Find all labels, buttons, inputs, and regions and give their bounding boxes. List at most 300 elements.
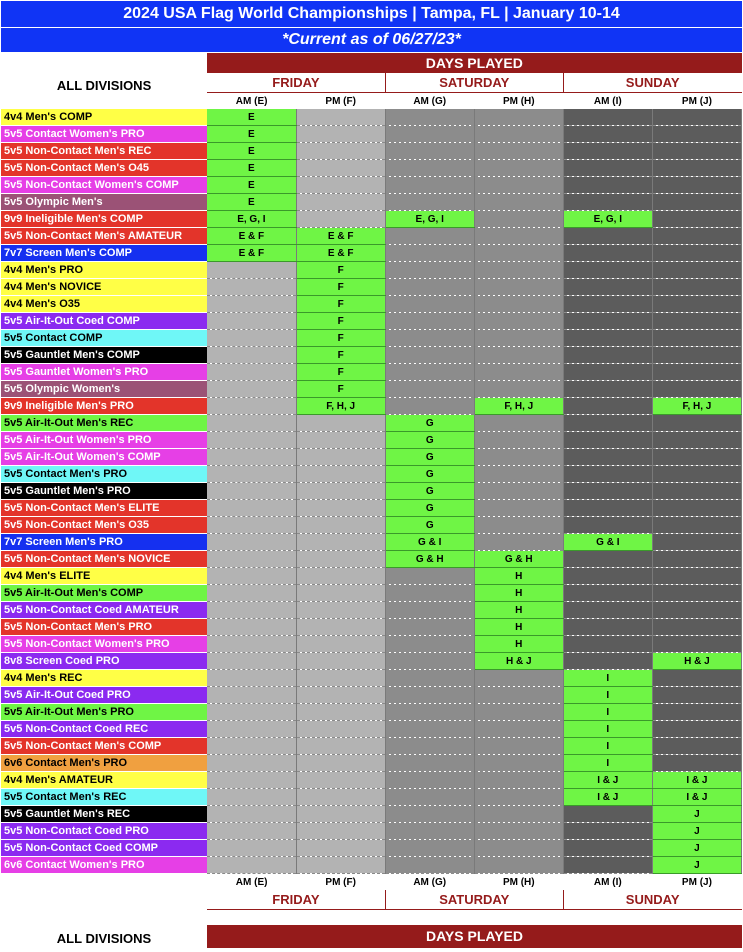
slot-cell xyxy=(652,126,741,143)
schedule-sheet xyxy=(1,1,742,950)
slot-cell xyxy=(563,296,652,313)
slot-footer: PM (J) xyxy=(652,874,741,891)
division-name: 5v5 Olympic Men's xyxy=(1,194,207,211)
division-name: 4v4 Men's REC xyxy=(1,670,207,687)
slot-cell xyxy=(385,381,474,398)
slot-cell xyxy=(207,755,296,772)
slot-cell xyxy=(563,602,652,619)
table-row xyxy=(1,721,742,738)
slot-cell xyxy=(474,466,563,483)
table-row xyxy=(1,194,742,211)
slot-cell xyxy=(474,755,563,772)
slot-cell: J xyxy=(652,823,741,840)
slot-header-row xyxy=(1,93,742,110)
slot-cell xyxy=(563,806,652,823)
slot-cell xyxy=(207,653,296,670)
division-name: 4v4 Men's AMATEUR xyxy=(1,772,207,789)
slot-cell xyxy=(385,772,474,789)
slot-cell xyxy=(474,347,563,364)
slot-header: PM (F) xyxy=(296,93,385,110)
slot-cell xyxy=(207,432,296,449)
all-divisions-header: ALL DIVISIONS xyxy=(1,53,207,93)
division-name: 5v5 Contact Men's PRO xyxy=(1,466,207,483)
slot-cell xyxy=(652,347,741,364)
slot-cell xyxy=(474,721,563,738)
table-row xyxy=(1,857,742,874)
slot-cell xyxy=(207,279,296,296)
slot-cell xyxy=(563,398,652,415)
slot-cell xyxy=(652,415,741,432)
slot-cell xyxy=(385,619,474,636)
division-name: 4v4 Men's COMP xyxy=(1,109,207,126)
table-row xyxy=(1,296,742,313)
division-name: 9v9 Ineligible Men's PRO xyxy=(1,398,207,415)
slot-cell xyxy=(474,279,563,296)
slot-cell xyxy=(563,228,652,245)
table-row xyxy=(1,636,742,653)
slot-cell xyxy=(385,568,474,585)
slot-cell xyxy=(563,823,652,840)
slot-cell xyxy=(207,721,296,738)
slot-cell: E xyxy=(207,126,296,143)
division-name: 5v5 Non-Contact Women's COMP xyxy=(1,177,207,194)
slot-cell: J xyxy=(652,840,741,857)
division-name: 5v5 Non-Contact Men's NOVICE xyxy=(1,551,207,568)
division-name: 4v4 Men's O35 xyxy=(1,296,207,313)
table-row xyxy=(1,279,742,296)
slot-cell xyxy=(207,619,296,636)
slot-cell: F, H, J xyxy=(474,398,563,415)
division-name: 5v5 Air-It-Out Women's PRO xyxy=(1,432,207,449)
slot-cell xyxy=(385,755,474,772)
slot-cell xyxy=(207,806,296,823)
slot-cell xyxy=(207,568,296,585)
division-name: 5v5 Gauntlet Men's PRO xyxy=(1,483,207,500)
table-row xyxy=(1,330,742,347)
slot-footer-row xyxy=(1,874,742,891)
division-name: 5v5 Contact COMP xyxy=(1,330,207,347)
slot-cell: G xyxy=(385,432,474,449)
slot-cell xyxy=(474,806,563,823)
slot-cell xyxy=(474,126,563,143)
slot-cell: F, H, J xyxy=(652,398,741,415)
slot-cell xyxy=(207,823,296,840)
slot-cell xyxy=(385,109,474,126)
slot-cell xyxy=(474,449,563,466)
slot-cell xyxy=(207,381,296,398)
table-row xyxy=(1,381,742,398)
slot-cell xyxy=(652,228,741,245)
slot-cell xyxy=(563,194,652,211)
division-name: 8v8 Screen Coed PRO xyxy=(1,653,207,670)
slot-cell xyxy=(296,109,385,126)
slot-cell xyxy=(652,245,741,262)
slot-cell: H xyxy=(474,636,563,653)
slot-cell xyxy=(652,483,741,500)
table-row xyxy=(1,262,742,279)
table-row xyxy=(1,398,742,415)
slot-cell xyxy=(385,857,474,874)
slot-cell xyxy=(385,228,474,245)
slot-cell xyxy=(385,806,474,823)
division-name: 5v5 Gauntlet Men's REC xyxy=(1,806,207,823)
slot-cell xyxy=(652,585,741,602)
slot-cell xyxy=(652,738,741,755)
slot-cell xyxy=(385,823,474,840)
slot-footer: AM (E) xyxy=(207,874,296,891)
division-name: 5v5 Non-Contact Coed REC xyxy=(1,721,207,738)
slot-cell xyxy=(652,381,741,398)
all-divisions-footer: ALL DIVISIONS xyxy=(56,931,152,946)
slot-cell xyxy=(385,194,474,211)
slot-cell: I xyxy=(563,755,652,772)
slot-cell xyxy=(385,670,474,687)
table-row xyxy=(1,449,742,466)
slot-cell xyxy=(296,670,385,687)
division-name: 5v5 Gauntlet Women's PRO xyxy=(1,364,207,381)
slot-cell xyxy=(563,653,652,670)
division-name: 5v5 Contact Men's REC xyxy=(1,789,207,806)
slot-cell xyxy=(474,738,563,755)
slot-cell xyxy=(296,483,385,500)
slot-cell xyxy=(474,228,563,245)
slot-cell: F xyxy=(296,347,385,364)
slot-cell xyxy=(652,534,741,551)
slot-cell xyxy=(385,721,474,738)
slot-cell xyxy=(296,126,385,143)
slot-cell xyxy=(652,500,741,517)
slot-cell xyxy=(474,789,563,806)
slot-cell xyxy=(652,296,741,313)
division-name: 5v5 Non-Contact Men's PRO xyxy=(1,619,207,636)
slot-cell xyxy=(296,143,385,160)
slot-cell xyxy=(652,143,741,160)
slot-cell xyxy=(563,262,652,279)
slot-cell: G xyxy=(385,415,474,432)
slot-cell xyxy=(296,568,385,585)
slot-cell xyxy=(652,449,741,466)
slot-cell: H & J xyxy=(474,653,563,670)
slot-cell: F xyxy=(296,313,385,330)
slot-cell xyxy=(563,279,652,296)
division-name: 5v5 Non-Contact Men's ELITE xyxy=(1,500,207,517)
slot-cell xyxy=(474,143,563,160)
division-name: 6v6 Contact Women's PRO xyxy=(1,857,207,874)
slot-cell xyxy=(474,772,563,789)
slot-cell xyxy=(563,517,652,534)
slot-cell: J xyxy=(652,806,741,823)
page-title: 2024 USA Flag World Championships | Tampa, FL | January 10-14 xyxy=(1,1,742,27)
slot-cell xyxy=(296,755,385,772)
slot-cell xyxy=(563,109,652,126)
slot-cell: I xyxy=(563,704,652,721)
table-row xyxy=(1,585,742,602)
slot-cell xyxy=(652,619,741,636)
slot-cell: I & J xyxy=(563,772,652,789)
table-row xyxy=(1,466,742,483)
table-row xyxy=(1,534,742,551)
division-name: 4v4 Men's NOVICE xyxy=(1,279,207,296)
slot-cell xyxy=(296,857,385,874)
division-name: 5v5 Air-It-Out Women's COMP xyxy=(1,449,207,466)
day-footer-friday: FRIDAY xyxy=(207,890,385,910)
division-name: 5v5 Non-Contact Men's O45 xyxy=(1,160,207,177)
slot-cell xyxy=(207,364,296,381)
slot-cell xyxy=(474,687,563,704)
slot-cell xyxy=(652,466,741,483)
slot-cell xyxy=(296,585,385,602)
slot-header: AM (E) xyxy=(207,93,296,110)
slot-cell xyxy=(207,296,296,313)
slot-cell xyxy=(652,109,741,126)
table-row xyxy=(1,177,742,194)
slot-cell xyxy=(563,551,652,568)
slot-cell: G & I xyxy=(563,534,652,551)
slot-cell: G xyxy=(385,449,474,466)
slot-cell xyxy=(296,602,385,619)
slot-cell xyxy=(296,806,385,823)
slot-cell xyxy=(385,636,474,653)
division-name: 5v5 Air-It-Out Men's COMP xyxy=(1,585,207,602)
table-row xyxy=(1,364,742,381)
table-row xyxy=(1,347,742,364)
table-row xyxy=(1,738,742,755)
division-name: 5v5 Air-It-Out Coed COMP xyxy=(1,313,207,330)
slot-cell: H xyxy=(474,585,563,602)
slot-cell: I & J xyxy=(652,772,741,789)
slot-cell: H & J xyxy=(652,653,741,670)
slot-cell xyxy=(385,143,474,160)
table-row xyxy=(1,126,742,143)
slot-cell xyxy=(652,160,741,177)
slot-cell xyxy=(207,551,296,568)
day-header-saturday: SATURDAY xyxy=(385,73,563,93)
slot-cell xyxy=(385,602,474,619)
slot-cell xyxy=(385,840,474,857)
table-row xyxy=(1,704,742,721)
slot-cell: E xyxy=(207,109,296,126)
slot-cell: I xyxy=(563,738,652,755)
table-row xyxy=(1,160,742,177)
slot-cell xyxy=(207,636,296,653)
table-row xyxy=(1,772,742,789)
slot-cell: H xyxy=(474,619,563,636)
slot-cell xyxy=(652,755,741,772)
slot-cell xyxy=(563,568,652,585)
slot-cell: F xyxy=(296,364,385,381)
table-row xyxy=(1,840,742,857)
slot-cell xyxy=(296,177,385,194)
table-row xyxy=(1,415,742,432)
slot-cell xyxy=(296,840,385,857)
slot-header: AM (I) xyxy=(563,93,652,110)
slot-cell xyxy=(207,585,296,602)
slot-cell xyxy=(563,500,652,517)
slot-cell xyxy=(474,262,563,279)
slot-cell xyxy=(652,279,741,296)
table-row xyxy=(1,313,742,330)
slot-cell: F, H, J xyxy=(296,398,385,415)
division-name: 5v5 Non-Contact Coed AMATEUR xyxy=(1,602,207,619)
slot-cell: G xyxy=(385,483,474,500)
division-name: 9v9 Ineligible Men's COMP xyxy=(1,211,207,228)
slot-cell: E, G, I xyxy=(207,211,296,228)
slot-cell xyxy=(563,415,652,432)
slot-cell xyxy=(563,143,652,160)
slot-footer: PM (F) xyxy=(296,874,385,891)
slot-header: AM (G) xyxy=(385,93,474,110)
slot-cell xyxy=(474,483,563,500)
slot-cell: E xyxy=(207,177,296,194)
slot-cell xyxy=(385,585,474,602)
day-header-friday: FRIDAY xyxy=(207,73,385,93)
slot-cell xyxy=(207,483,296,500)
slot-cell xyxy=(563,857,652,874)
slot-cell xyxy=(296,738,385,755)
slot-cell xyxy=(207,517,296,534)
slot-cell xyxy=(474,160,563,177)
slot-cell xyxy=(207,313,296,330)
table-row xyxy=(1,602,742,619)
slot-cell xyxy=(296,653,385,670)
slot-cell xyxy=(563,330,652,347)
slot-cell xyxy=(652,432,741,449)
slot-cell xyxy=(207,704,296,721)
slot-cell: E xyxy=(207,143,296,160)
slot-cell xyxy=(563,126,652,143)
slot-cell xyxy=(385,160,474,177)
slot-cell xyxy=(207,449,296,466)
division-name: 5v5 Non-Contact Men's REC xyxy=(1,143,207,160)
slot-cell xyxy=(563,364,652,381)
slot-cell xyxy=(474,330,563,347)
slot-cell xyxy=(563,245,652,262)
slot-cell xyxy=(296,551,385,568)
division-rows xyxy=(1,109,742,874)
slot-cell: G & I xyxy=(385,534,474,551)
division-name: 4v4 Men's PRO xyxy=(1,262,207,279)
slot-cell: F xyxy=(296,381,385,398)
slot-cell xyxy=(296,619,385,636)
slot-cell: E, G, I xyxy=(385,211,474,228)
slot-cell xyxy=(563,160,652,177)
table-row xyxy=(1,211,742,228)
slot-cell xyxy=(652,517,741,534)
slot-cell xyxy=(385,364,474,381)
slot-cell xyxy=(474,194,563,211)
table-row xyxy=(1,653,742,670)
slot-cell xyxy=(207,466,296,483)
slot-cell xyxy=(385,296,474,313)
slot-cell: I & J xyxy=(563,789,652,806)
slot-cell xyxy=(474,670,563,687)
division-name: 5v5 Olympic Women's xyxy=(1,381,207,398)
slot-cell: E xyxy=(207,194,296,211)
slot-cell xyxy=(385,704,474,721)
slot-cell xyxy=(385,687,474,704)
slot-cell xyxy=(563,483,652,500)
slot-cell xyxy=(207,840,296,857)
slot-cell xyxy=(385,738,474,755)
slot-cell xyxy=(296,636,385,653)
page-subtitle: *Current as of 06/27/23* xyxy=(1,28,742,52)
slot-cell xyxy=(385,313,474,330)
division-name: 5v5 Non-Contact Men's AMATEUR xyxy=(1,228,207,245)
slot-cell xyxy=(296,466,385,483)
slot-cell xyxy=(474,704,563,721)
slot-cell xyxy=(652,568,741,585)
division-name: 4v4 Men's ELITE xyxy=(1,568,207,585)
slot-cell xyxy=(652,313,741,330)
slot-cell xyxy=(652,602,741,619)
table-row xyxy=(1,619,742,636)
table-row xyxy=(1,517,742,534)
table-row xyxy=(1,823,742,840)
division-name: 5v5 Non-Contact Men's O35 xyxy=(1,517,207,534)
slot-cell xyxy=(563,381,652,398)
table-row xyxy=(1,483,742,500)
slot-cell xyxy=(207,330,296,347)
slot-cell xyxy=(296,789,385,806)
day-footer-saturday: SATURDAY xyxy=(385,890,563,910)
slot-cell xyxy=(563,466,652,483)
division-name: 5v5 Non-Contact Coed COMP xyxy=(1,840,207,857)
slot-cell xyxy=(563,636,652,653)
slot-cell xyxy=(296,534,385,551)
slot-cell: E & F xyxy=(296,228,385,245)
slot-cell: I xyxy=(563,687,652,704)
slot-cell: G xyxy=(385,466,474,483)
slot-cell: G xyxy=(385,500,474,517)
table-row xyxy=(1,687,742,704)
slot-cell xyxy=(385,653,474,670)
slot-header: PM (H) xyxy=(474,93,563,110)
slot-cell xyxy=(207,789,296,806)
slot-cell xyxy=(385,126,474,143)
slot-cell: I & J xyxy=(652,789,741,806)
slot-cell: F xyxy=(296,262,385,279)
slot-cell xyxy=(296,160,385,177)
division-name: 5v5 Contact Women's PRO xyxy=(1,126,207,143)
slot-cell xyxy=(207,534,296,551)
division-name: 5v5 Gauntlet Men's COMP xyxy=(1,347,207,364)
slot-cell xyxy=(474,364,563,381)
slot-cell xyxy=(563,177,652,194)
slot-cell xyxy=(296,449,385,466)
slot-cell xyxy=(474,840,563,857)
table-row xyxy=(1,109,742,126)
slot-cell xyxy=(652,551,741,568)
table-row xyxy=(1,432,742,449)
slot-cell: G & H xyxy=(474,551,563,568)
slot-cell: G & H xyxy=(385,551,474,568)
slot-cell: F xyxy=(296,279,385,296)
division-name: 7v7 Screen Men's PRO xyxy=(1,534,207,551)
slot-cell xyxy=(296,415,385,432)
table-row xyxy=(1,755,742,772)
slot-cell xyxy=(207,500,296,517)
slot-footer: AM (G) xyxy=(385,874,474,891)
slot-cell xyxy=(563,449,652,466)
division-name: 5v5 Air-It-Out Coed PRO xyxy=(1,687,207,704)
slot-header: PM (J) xyxy=(652,93,741,110)
division-name: 7v7 Screen Men's COMP xyxy=(1,245,207,262)
slot-cell xyxy=(385,330,474,347)
slot-cell xyxy=(207,687,296,704)
slot-cell xyxy=(563,619,652,636)
slot-cell: E xyxy=(207,160,296,177)
division-name: 5v5 Air-It-Out Men's PRO xyxy=(1,704,207,721)
